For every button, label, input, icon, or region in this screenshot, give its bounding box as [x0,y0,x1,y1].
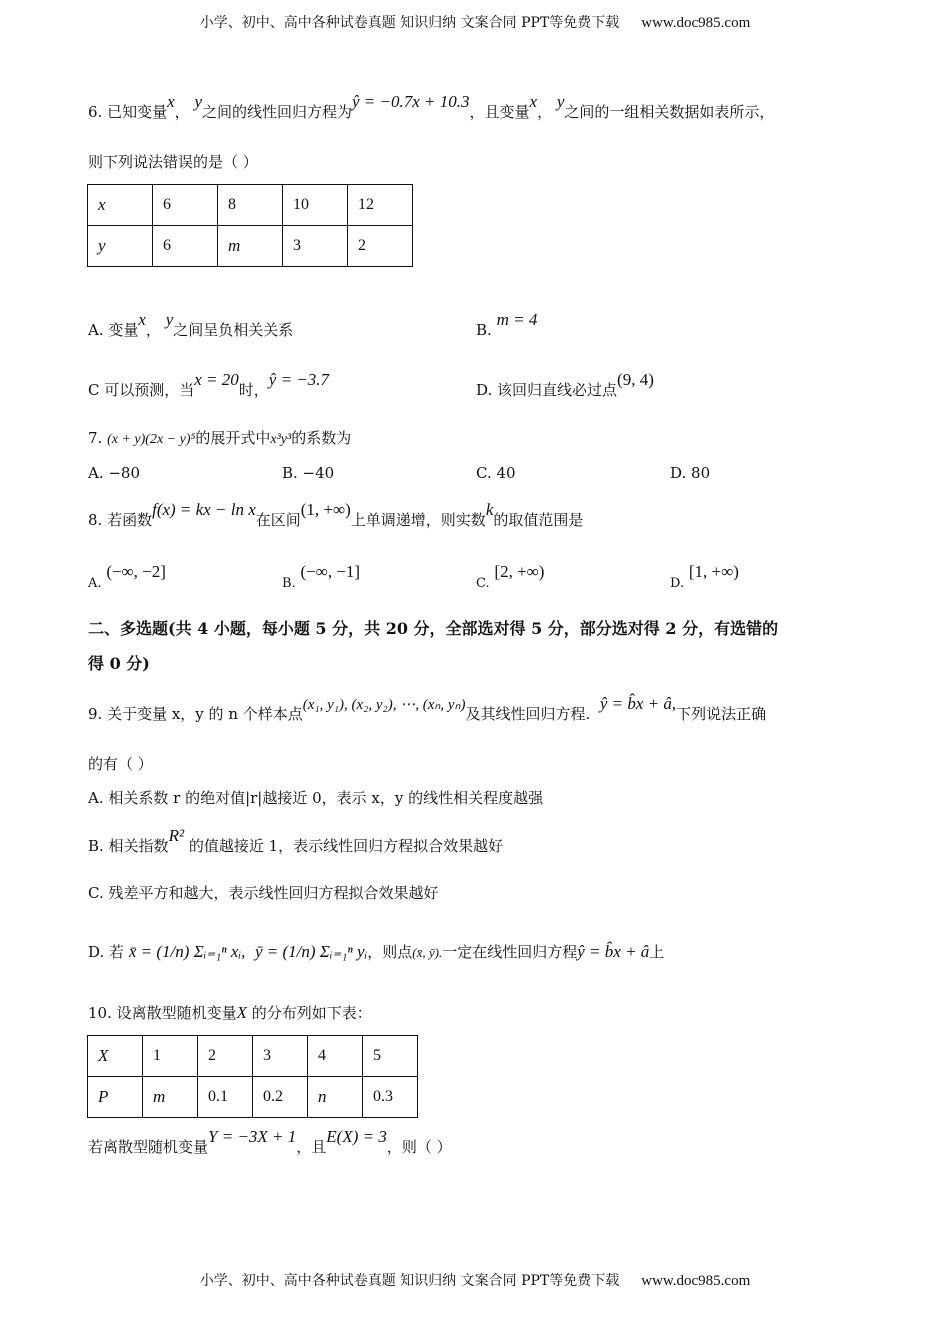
q8-function: f(x) = kx − ln x [152,500,256,519]
table-cell: 3 [283,226,348,267]
option-label: C. [476,576,490,591]
var-y: y [556,92,565,111]
regression-equation: ŷ = −0.7x + 10.3 [352,92,470,111]
q9-text: 及其线性回归方程. [465,705,591,723]
option-label: B. [476,321,492,339]
option-text: 一定在线性回归方程 [442,943,578,961]
table-cell: x [88,185,153,226]
q7-option-c: C. 40 [476,464,516,482]
table-cell: n [308,1077,363,1118]
option-label: B. [282,576,296,591]
table-cell: 1 [143,1036,198,1077]
option-equation: ȳ = (1/n) Σᵢ₌₁ⁿ yᵢ [254,942,368,961]
q9-option-b [88,826,504,856]
table-cell: 3 [253,1036,308,1077]
table-cell: P [88,1077,143,1118]
q6-option-d [476,370,654,400]
option-value: [2, +∞) [494,562,545,581]
footer-text: 小学、初中、高中各种试卷真题 知识归纳 文案合同 PPT等免费下载 [199,1273,620,1289]
table-cell: y [88,226,153,267]
q8-option-c [476,562,545,594]
q7-option-d: D. 80 [670,464,711,482]
header-url[interactable]: www.doc985.com [641,15,751,31]
q10-text: ，且 [296,1138,327,1156]
comma: ， [145,321,161,339]
question-10 [88,1003,372,1023]
q7-text: 的展开式中 [195,429,271,447]
table-cell: X [88,1036,143,1077]
question-6 [88,92,775,122]
option-text: 之间呈负相关关系 [173,321,294,339]
q10-equation: E(X) = 3 [326,1127,387,1146]
var-x: X [236,1003,248,1022]
option-equation: R² [168,826,185,845]
header-text: 小学、初中、高中各种试卷真题 知识归纳 文案合同 PPT等免费下载 [199,15,620,31]
option-point: (x̄, ȳ). [412,945,443,960]
q7-expression: (x + y)(2x − y)⁵ [107,432,196,447]
table-cell: 2 [348,226,413,267]
q10-text: 的分布列如下表： [251,1004,372,1022]
q8-interval: (1, +∞) [300,500,351,519]
q9-text: 9. 关于变量 x，y 的 n 个样本点 [88,705,303,723]
question-8 [88,500,584,530]
comma: ， [537,103,553,121]
option-label: B. 相关指数 [88,837,169,855]
var-x: x [138,310,146,329]
option-equation: ŷ = −3.7 [268,370,330,389]
q6-data-table [87,184,413,267]
q9-points: (x₁, y₁), (x₂, y₂), ⋯, (xₙ, yₙ) [302,697,466,713]
q9-line2: 的有（ ） [88,755,153,773]
q10-text: 10. 设离散型随机变量 [88,1004,237,1022]
q8-text: 8. 若函数 [88,511,153,529]
table-row [88,185,413,226]
q8-option-b [282,562,361,594]
table-row [88,1036,418,1077]
q6-text: 6. 已知变量 [88,103,168,121]
q7-text: 的系数为 [291,429,352,447]
option-equation: x = 20 [194,370,239,389]
table-cell: 0.3 [363,1077,418,1118]
q9-option-d [88,942,664,963]
q6-text: 之间的线性回归方程为 [201,103,352,121]
option-value: [1, +∞) [688,562,739,581]
option-label: D. 该回归直线必过点 [476,381,618,399]
q10-equation: Y = −3X + 1 [208,1127,297,1146]
option-label: C 可以预测，当 [88,381,195,399]
option-text: 上 [649,943,665,961]
table-cell: 2 [198,1036,253,1077]
q8-text: 的取值范围是 [493,511,584,529]
q8-text: 上单调递增，则实数 [350,511,486,529]
q6-text: 之间的一组相关数据如表所示， [564,103,775,121]
q7-term: x³y³ [270,432,292,447]
q10-distribution-table [87,1035,418,1118]
q8-option-a [88,562,166,594]
option-value: (−∞, −1] [300,562,361,581]
option-text: 的值越接近 1，表示线性回归方程拟合效果越好 [188,837,504,855]
table-cell: 8 [218,185,283,226]
section-heading: 二、多选题(共 4 小题，每小题 5 分，共 20 分，全部选对得 5 分，部分选对得 2 分，有选错的 [88,619,779,638]
var-x: x [529,92,538,111]
question-7 [88,428,351,450]
option-label: A. [88,576,102,591]
table-cell: 10 [283,185,348,226]
q10-text: 若离散型随机变量 [88,1138,209,1156]
q8-text: 在区间 [255,511,301,529]
footer-url[interactable]: www.doc985.com [641,1273,751,1289]
option-equation: ŷ = b̂x + â [577,942,650,961]
option-label: D. [670,576,685,591]
option-text: ，则点 [367,943,413,961]
q9-equation: ŷ = b̂x + â, [599,694,677,713]
table-cell: 4 [308,1036,363,1077]
option-value: (−∞, −2] [106,562,166,581]
table-row [88,226,413,267]
q9-text: 下列说法正确 [676,705,767,723]
question-9 [88,694,767,725]
table-row [88,1077,418,1118]
table-cell: m [143,1077,198,1118]
q6-line2: 则下列说法错误的是（ ） [88,153,258,171]
var-y: y [194,92,202,111]
table-cell: 5 [363,1036,418,1077]
q9-option-a: A. 相关系数 r 的绝对值|r|越接近 0，表示 x，y 的线性相关程度越强 [88,789,544,807]
page-footer [0,1270,950,1290]
q6-option-b [476,310,538,340]
q6-option-a [88,310,294,340]
q7-option-b: B. −40 [282,464,335,482]
q10-condition [88,1127,452,1157]
page-header [0,12,950,32]
table-cell: 0.1 [198,1077,253,1118]
option-point: (9, 4) [617,370,654,389]
q9-option-c: C. 残差平方和越大，表示线性回归方程拟合效果越好 [88,884,439,902]
comma: ， [174,103,190,121]
table-cell: m [218,226,283,267]
q6-text: ，且变量 [469,103,530,121]
var-y: y [165,310,174,329]
option-text: 时， [238,381,269,399]
option-equation: m = 4 [496,310,538,329]
q8-option-d [670,562,739,594]
var-k: k [485,500,494,519]
q6-option-c [88,370,330,400]
option-label: A. 变量 [88,321,139,339]
option-label: D. 若 [88,943,125,961]
table-cell: 12 [348,185,413,226]
table-cell: 6 [153,226,218,267]
table-cell: 0.2 [253,1077,308,1118]
q7-number: 7. [88,429,103,447]
option-equation: x̄ = (1/n) Σᵢ₌₁ⁿ xᵢ, [128,942,246,961]
q10-text: ，则（ ） [386,1138,452,1156]
table-cell: 6 [153,185,218,226]
section-heading-cont: 得 0 分) [88,654,150,673]
var-x: x [167,92,175,111]
q7-option-a: A. −80 [88,464,141,482]
